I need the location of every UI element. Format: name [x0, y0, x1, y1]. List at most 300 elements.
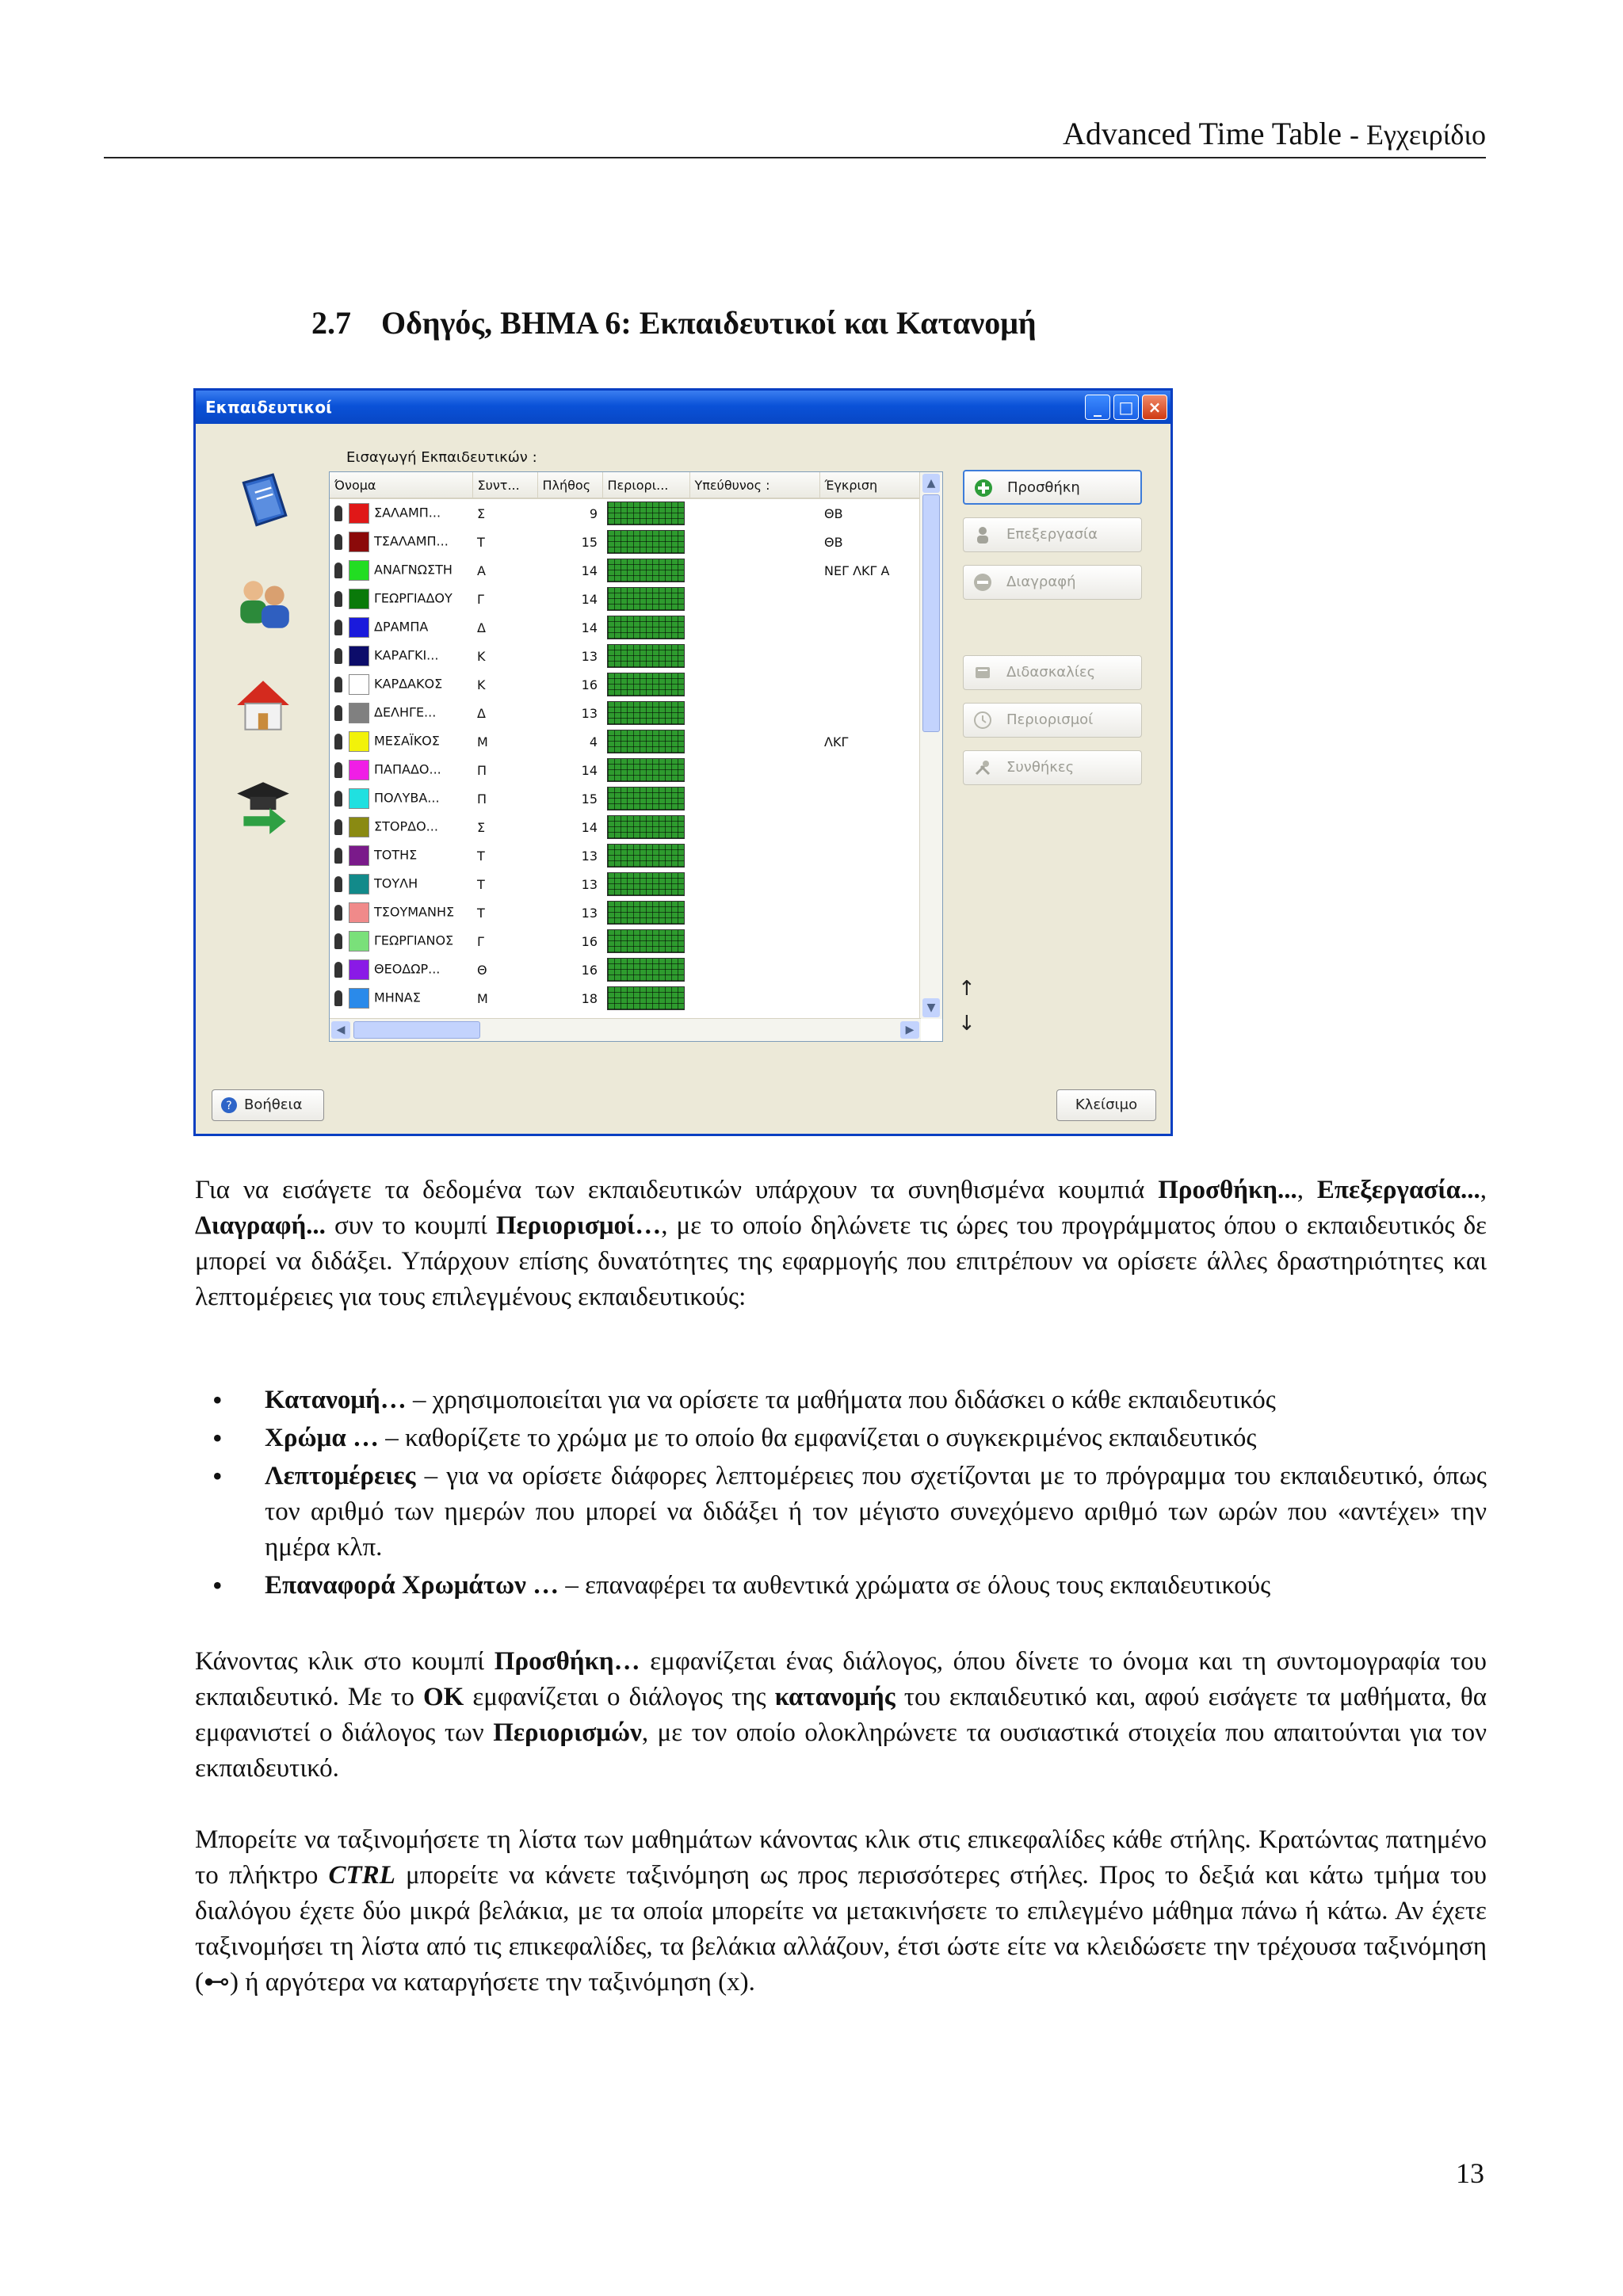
- table-row[interactable]: [330, 955, 924, 984]
- list-item: [195, 1383, 1487, 1418]
- teacher-abbr: Π: [477, 762, 487, 778]
- teacher-approval: ΝΕΓ ΛΚΓ Α: [824, 563, 890, 578]
- dialog-title: Εκπαιδευτικοί: [205, 398, 332, 417]
- teachers-input-label: Εισαγωγή Εκπαιδευτικών :: [346, 449, 537, 466]
- teacher-color-swatch: [349, 817, 369, 837]
- teacher-approval: [819, 756, 924, 784]
- clock-icon: [973, 711, 992, 730]
- add-dialog-paragraph: [195, 1644, 1487, 1787]
- teacher-responsible: [689, 756, 819, 784]
- teacher-abbr: Τ: [477, 905, 485, 921]
- teacher-approval: [819, 585, 924, 613]
- teacher-count: 16: [581, 677, 598, 692]
- teacher-abbr: Κ: [477, 648, 486, 664]
- teacher-approval: [819, 642, 924, 670]
- list-item-term: Κατανομή…: [265, 1386, 407, 1414]
- vertical-scrollbar[interactable]: [919, 472, 942, 1019]
- teacher-name-cell: [330, 756, 472, 784]
- table-row[interactable]: [330, 813, 924, 841]
- teacher-responsible: [689, 528, 819, 556]
- teacher-name-cell: [330, 498, 472, 528]
- table-row[interactable]: [330, 585, 924, 613]
- bold-ok: ΟΚ: [422, 1683, 464, 1711]
- person-icon: [334, 791, 342, 807]
- text-run: ) ή αργότερα να καταργήσετε την ταξινόμηση (x).: [230, 1968, 755, 1997]
- teacher-count: 16: [581, 933, 598, 949]
- teacher-count: 14: [581, 762, 598, 778]
- teacher-abbr: Δ: [477, 620, 486, 635]
- table-row[interactable]: [330, 727, 924, 756]
- availability-grid: [607, 986, 685, 1010]
- teacher-name-cell: [330, 841, 472, 870]
- teacher-name-cell: [330, 699, 472, 727]
- teachers-dialog: [193, 388, 1173, 1136]
- teacher-responsible: [689, 585, 819, 613]
- help-icon: [220, 1097, 238, 1114]
- availability-grid: [607, 673, 685, 696]
- lessons-icon: [973, 663, 992, 682]
- availability-grid: [607, 730, 685, 753]
- teacher-approval: [819, 870, 924, 898]
- section-title: [311, 304, 1037, 341]
- teacher-name: ΣΑΛΑΜΠ...: [374, 505, 441, 521]
- teacher-abbr: Τ: [477, 876, 485, 892]
- teacher-approval: [819, 670, 924, 699]
- book-icon: [231, 470, 296, 535]
- teacher-name: ΑΝΑΓΝΩΣΤΗ: [374, 562, 453, 578]
- list-item-term: Επαναφορά Χρωμάτων …: [265, 1571, 559, 1600]
- teacher-approval: [819, 984, 924, 1013]
- teacher-color-swatch: [349, 532, 369, 552]
- teacher-color-swatch: [349, 674, 369, 695]
- teacher-name-cell: [330, 927, 472, 955]
- teacher-name: ΤΣΑΛΑΜΠ...: [374, 533, 449, 549]
- teacher-approval: [819, 784, 924, 813]
- add-icon: [974, 479, 993, 498]
- teacher-abbr: Γ: [477, 933, 484, 949]
- availability-grid: [607, 815, 685, 839]
- teacher-responsible: [689, 670, 819, 699]
- person-icon: [334, 648, 342, 664]
- teacher-name-cell: [330, 642, 472, 670]
- list-item-text: – χρησιμοποιείται για να ορίσετε τα μαθήματα που διδάσκει ο κάθε εκπαιδευτικός: [406, 1386, 1276, 1414]
- teacher-restrictions-cell: [602, 756, 689, 784]
- page-header: [104, 116, 1486, 158]
- person-icon: [334, 905, 342, 921]
- availability-grid: [607, 701, 685, 725]
- text-run: Για να εισάγετε τα δεδομένα των εκπαιδευτικών υπάρχουν τα συνηθισμένα κουμπιά: [195, 1176, 1159, 1204]
- teacher-color-swatch: [349, 646, 369, 666]
- header-subtitle: - Εγχειρίδιο: [1350, 119, 1486, 151]
- table-header-row: [330, 472, 924, 498]
- teacher-responsible: [689, 813, 819, 841]
- teacher-name: ΔΡΑΜΠΑ: [374, 619, 429, 635]
- edit-person-icon: [973, 525, 992, 544]
- teacher-abbr: Θ: [477, 962, 487, 978]
- teacher-approval: ΘΒ: [824, 505, 843, 521]
- help-button[interactable]: [212, 1089, 324, 1121]
- delete-button-label: Διαγραφή: [1006, 574, 1076, 590]
- teacher-abbr: Μ: [477, 990, 488, 1006]
- table-row[interactable]: [330, 528, 924, 556]
- text-run: , με το οποίο δηλώνετε τις ώρες του προγράμματος όπου ο εκπαιδευτικός δε μπορεί να διδάξει. Υπάρχουν επίσης δυνατότητες της εφαρμογής που επιτρέπουν να ορίσετε άλλες δραστηριότητες και λεπτομέρειες για τους επιλεγμένους εκπαιδευτικούς:: [195, 1211, 1487, 1311]
- teacher-name: ΔΕΛΗΓΕ...: [374, 704, 437, 720]
- conditions-button[interactable]: [963, 750, 1142, 785]
- teacher-color-swatch: [349, 560, 369, 581]
- bold-add: Προσθήκη…: [494, 1647, 640, 1676]
- horizontal-scroll-thumb[interactable]: [353, 1021, 480, 1039]
- availability-grid: [607, 616, 685, 639]
- teacher-color-swatch: [349, 959, 369, 980]
- list-item-text: – για να ορίσετε διάφορες λεπτομέρειες που σχετίζονται με το πρόγραμμα του εκπαιδευτικό, όπως τον αριθμό των ημερών που μπορεί να διδάξει ή τον μέγιστο συνεχόμενο αριθμό των ωρών που «αντέχει» την ημέρα κλπ.: [265, 1462, 1487, 1562]
- teacher-approval: [819, 813, 924, 841]
- teacher-color-swatch: [349, 760, 369, 780]
- text-run: Μπορείτε να ταξινομήσετε τη λίστα των μαθημάτων κάνοντας κλικ στις επικεφαλίδες κάθε στήλης. Κρατώντας πατημένο το πλήκτρο: [195, 1825, 1487, 1890]
- bold-restrictions: Περιορισμών: [493, 1718, 642, 1747]
- list-item-text: – καθορίζετε το χρώμα με το οποίο θα εμφανίζεται ο συγκεκριμένος εκπαιδευτικός: [379, 1424, 1257, 1452]
- text-run: εμφανίζεται ο διάλογος της: [464, 1683, 775, 1711]
- scroll-left-icon[interactable]: ◀: [331, 1021, 350, 1039]
- teacher-abbr: Κ: [477, 677, 486, 692]
- teacher-count: 13: [581, 705, 598, 721]
- table-row[interactable]: [330, 898, 924, 927]
- teacher-abbr: Δ: [477, 705, 486, 721]
- teachers-table: [330, 472, 925, 1013]
- table-row[interactable]: [330, 870, 924, 898]
- teacher-abbr: Π: [477, 791, 487, 807]
- dialog-titlebar: [196, 391, 1170, 424]
- teacher-approval: ΘΒ: [824, 534, 843, 550]
- list-item-term: Χρώμα …: [265, 1424, 379, 1452]
- availability-grid: [607, 758, 685, 782]
- teacher-restrictions-cell: [602, 927, 689, 955]
- teacher-restrictions-cell: [602, 699, 689, 727]
- teacher-name: ΓΕΩΡΓΙΑΝΟΣ: [374, 933, 454, 948]
- teacher-responsible: [689, 556, 819, 585]
- teacher-color-swatch: [349, 589, 369, 609]
- column-header-count[interactable]: Πλήθος: [537, 472, 602, 498]
- teacher-count: 13: [581, 848, 598, 864]
- column-header-approval[interactable]: Έγκριση: [819, 472, 924, 498]
- teacher-responsible: [689, 699, 819, 727]
- person-icon: [334, 734, 342, 749]
- teacher-name-cell: [330, 727, 472, 756]
- graduation-arrow-icon: [231, 774, 296, 839]
- teacher-color-swatch: [349, 503, 369, 524]
- teacher-count: 13: [581, 905, 598, 921]
- person-icon: [334, 933, 342, 949]
- teacher-approval: [819, 841, 924, 870]
- conditions-button-label: Συνθήκες: [1006, 759, 1075, 776]
- tools-icon: [973, 758, 992, 777]
- list-item-text: – επαναφέρει τα αυθεντικά χρώματα σε όλους τους εκπαιδευτικούς: [559, 1571, 1271, 1600]
- delete-button[interactable]: [963, 565, 1142, 600]
- teacher-color-swatch: [349, 731, 369, 752]
- teacher-count: 13: [581, 876, 598, 892]
- person-icon: [334, 591, 342, 607]
- availability-grid: [607, 929, 685, 953]
- availability-grid: [607, 872, 685, 896]
- bold-allocation: κατανομής: [774, 1683, 896, 1711]
- person-icon: [334, 677, 342, 692]
- column-header-restrictions[interactable]: Περιορι...: [602, 472, 689, 498]
- teacher-abbr: Γ: [477, 591, 484, 607]
- move-down-arrow-icon[interactable]: ↓: [958, 1012, 976, 1035]
- person-icon: [334, 705, 342, 721]
- add-button[interactable]: [963, 470, 1142, 505]
- school-house-icon: [231, 673, 296, 738]
- text-run: του εκπαιδευτικό και, αφού εισάγετε τα μαθήματα, θα εμφανιστεί ο διάλογος των: [195, 1683, 1487, 1747]
- teacher-responsible: [689, 642, 819, 670]
- teacher-name-cell: [330, 613, 472, 642]
- teacher-count: 13: [581, 648, 598, 664]
- person-icon: [334, 990, 342, 1006]
- table-row[interactable]: [330, 642, 924, 670]
- teacher-count: 15: [581, 534, 598, 550]
- teacher-name: ΤΟΤΗΣ: [374, 847, 418, 863]
- teacher-responsible: [689, 984, 819, 1013]
- availability-grid: [607, 502, 685, 525]
- teacher-abbr: Σ: [477, 505, 486, 521]
- teacher-restrictions-cell: [602, 727, 689, 756]
- teacher-responsible: [689, 613, 819, 642]
- teacher-restrictions-cell: [602, 528, 689, 556]
- teacher-restrictions-cell: [602, 642, 689, 670]
- section-title-text: Οδηγός, ΒΗΜΑ 6: Εκπαιδευτικοί και Κατανομή: [381, 305, 1037, 341]
- teacher-restrictions-cell: [602, 955, 689, 984]
- bold-add: Προσθήκη...: [1158, 1176, 1297, 1204]
- teacher-approval: [819, 699, 924, 727]
- header-title: Advanced Time Table: [1063, 116, 1342, 151]
- teacher-approval: [819, 927, 924, 955]
- list-item: [195, 1568, 1487, 1604]
- ctrl-key-label: CTRL: [328, 1861, 395, 1890]
- person-icon: [334, 620, 342, 635]
- vertical-scroll-thumb[interactable]: [922, 494, 940, 732]
- intro-paragraph: [195, 1173, 1487, 1315]
- availability-grid: [607, 958, 685, 982]
- bold-delete: Διαγραφή...: [195, 1211, 326, 1240]
- person-icon: [334, 505, 342, 521]
- text-run: ,: [1296, 1176, 1317, 1204]
- teacher-name: ΜΕΣΑΪΚΟΣ: [374, 733, 440, 749]
- table-row[interactable]: [330, 927, 924, 955]
- teacher-restrictions-cell: [602, 670, 689, 699]
- teacher-abbr: Σ: [477, 819, 486, 835]
- person-icon: [334, 819, 342, 835]
- teacher-name: ΤΣΟΥΜΑΝΗΣ: [374, 904, 455, 920]
- teacher-name: ΘΕΟΔΩΡ...: [374, 961, 441, 977]
- availability-grid: [607, 644, 685, 668]
- table-row[interactable]: [330, 498, 924, 528]
- table-row[interactable]: [330, 699, 924, 727]
- teacher-restrictions-cell: [602, 898, 689, 927]
- teacher-color-swatch: [349, 617, 369, 638]
- teacher-count: 14: [581, 819, 598, 835]
- teacher-approval: [819, 955, 924, 984]
- teacher-restrictions-cell: [602, 784, 689, 813]
- text-run: ,: [1480, 1176, 1487, 1204]
- teacher-name-cell: [330, 784, 472, 813]
- teacher-restrictions-cell: [602, 984, 689, 1013]
- teacher-count: 14: [581, 620, 598, 635]
- window-controls: [1085, 395, 1167, 420]
- teacher-name: ΚΑΡΔΑΚΟΣ: [374, 676, 443, 692]
- teacher-restrictions-cell: [602, 585, 689, 613]
- scroll-up-icon[interactable]: ▲: [922, 474, 940, 493]
- teachers-table-body: [330, 498, 924, 1013]
- teacher-color-swatch: [349, 788, 369, 809]
- header-text: [1063, 115, 1486, 152]
- teacher-responsible: [689, 727, 819, 756]
- person-icon: [334, 762, 342, 778]
- person-icon: [334, 962, 342, 978]
- add-button-label: Προσθήκη: [1007, 479, 1080, 496]
- teacher-approval: [819, 898, 924, 927]
- bold-edit: Επεξεργασία...: [1316, 1176, 1480, 1204]
- column-header-name[interactable]: Όνομα: [330, 472, 472, 498]
- teacher-color-swatch: [349, 874, 369, 894]
- help-button-label: Βοήθεια: [244, 1097, 303, 1113]
- teacher-name: ΠΑΠΑΔΟ...: [374, 761, 441, 777]
- availability-grid: [607, 901, 685, 925]
- people-icon: [231, 571, 296, 636]
- teacher-abbr: Τ: [477, 534, 485, 550]
- scroll-down-icon[interactable]: ▼: [922, 998, 940, 1017]
- person-icon: [334, 848, 342, 864]
- table-row[interactable]: [330, 984, 924, 1013]
- table-row[interactable]: [330, 841, 924, 870]
- list-item: [195, 1421, 1487, 1456]
- list-item-term: Λεπτομέρειες: [265, 1462, 416, 1490]
- teacher-name-cell: [330, 898, 472, 927]
- teacher-abbr: Α: [477, 563, 486, 578]
- teacher-responsible: [689, 841, 819, 870]
- teacher-responsible: [689, 784, 819, 813]
- lock-sort-icon: ⊷: [204, 1968, 230, 1997]
- teacher-count: 14: [581, 563, 598, 578]
- text-run: Κάνοντας κλικ στο κουμπί: [195, 1647, 495, 1676]
- teacher-name: ΜΗΝΑΣ: [374, 990, 421, 1005]
- text-run: εμφανίζεται ένας διάλογος, όπου δίνετε το όνομα και τη συντομογραφία του εκπαιδευτικό. Με το: [195, 1647, 1487, 1711]
- teacher-restrictions-cell: [602, 813, 689, 841]
- teacher-name: ΣΤΟΡΔΟ...: [374, 818, 438, 834]
- teacher-name: ΤΟΥΛΗ: [374, 875, 418, 891]
- teacher-name: ΓΕΩΡΓΙΑΔΟΥ: [374, 590, 453, 606]
- teacher-restrictions-cell: [602, 613, 689, 642]
- teacher-name: ΚΑΡΑΓΚΙ...: [374, 647, 439, 663]
- column-header-abbr[interactable]: Συντ...: [472, 472, 537, 498]
- teacher-name-cell: [330, 585, 472, 613]
- scroll-right-icon[interactable]: ▶: [900, 1021, 919, 1039]
- wizard-step-icons: [231, 470, 302, 875]
- table-row[interactable]: [330, 556, 924, 585]
- move-up-arrow-icon[interactable]: ↑: [958, 977, 976, 1001]
- section-number: 2.7: [311, 305, 351, 341]
- availability-grid: [607, 530, 685, 554]
- restrictions-button[interactable]: [963, 703, 1142, 738]
- teacher-count: 4: [589, 734, 598, 749]
- availability-grid: [607, 587, 685, 611]
- teacher-name-cell: [330, 813, 472, 841]
- person-icon: [334, 563, 342, 578]
- teacher-name: ΠΟΛΥΒΑ...: [374, 790, 440, 806]
- text-run: μπορείτε να κάνετε ταξινόμηση ως προς περισσότερες στήλες. Προς το δεξιά και κάτω τμήμα του διαλόγου έχετε δύο μικρά βελάκια, με τα οποία μπορείτε να μετακινήσετε το επιλεγμένο μάθημα πάνω ή κάτω. Αν έχετε ταξινομήσει τη λίστα από τις επικεφαλίδες, τα βελάκια αλλάζουν, έτσι ώστε είτε να κλειδώσετε την τρέχουσα ταξινόμηση (: [195, 1861, 1487, 1997]
- text-run: συν το κουμπί: [325, 1211, 496, 1240]
- teacher-responsible: [689, 955, 819, 984]
- teacher-responsible: [689, 498, 819, 528]
- teacher-approval: ΛΚΓ: [824, 734, 849, 749]
- teacher-restrictions-cell: [602, 870, 689, 898]
- teacher-count: 18: [581, 990, 598, 1006]
- list-item: [195, 1459, 1487, 1566]
- close-button[interactable]: Κλείσιμο: [1056, 1089, 1156, 1121]
- availability-grid: [607, 559, 685, 582]
- table-row[interactable]: [330, 756, 924, 784]
- teacher-name-cell: [330, 870, 472, 898]
- person-icon: [334, 534, 342, 550]
- teacher-responsible: [689, 927, 819, 955]
- edit-button[interactable]: [963, 517, 1142, 552]
- minimize-button[interactable]: _: [1085, 395, 1110, 420]
- teacher-responsible: [689, 898, 819, 927]
- teacher-count: 9: [589, 505, 598, 521]
- teacher-abbr: Τ: [477, 848, 485, 864]
- table-row[interactable]: [330, 784, 924, 813]
- text-run: , με τον οποίο ολοκληρώνετε τα ουσιαστικά στοιχεία που απαιτούνται για τον εκπαιδευτικό.: [195, 1718, 1487, 1783]
- teacher-restrictions-cell: [602, 498, 689, 528]
- teacher-color-swatch: [349, 931, 369, 952]
- lessons-button-label: Διδασκαλίες: [1006, 664, 1096, 681]
- svg-text:?: ?: [226, 1100, 232, 1112]
- teacher-name-cell: [330, 984, 472, 1013]
- teacher-name-cell: [330, 670, 472, 699]
- availability-grid: [607, 787, 685, 810]
- sorting-paragraph: [195, 1822, 1487, 2000]
- teacher-abbr: Μ: [477, 734, 488, 749]
- close-window-button[interactable]: ×: [1142, 395, 1167, 420]
- teacher-restrictions-cell: [602, 841, 689, 870]
- availability-grid: [607, 844, 685, 868]
- teacher-name-cell: [330, 556, 472, 585]
- column-header-responsible[interactable]: Υπεύθυνος :: [689, 472, 819, 498]
- table-row[interactable]: [330, 613, 924, 642]
- teacher-color-swatch: [349, 902, 369, 923]
- teacher-count: 14: [581, 591, 598, 607]
- edit-button-label: Επεξεργασία: [1006, 526, 1098, 543]
- teacher-restrictions-cell: [602, 556, 689, 585]
- teacher-color-swatch: [349, 703, 369, 723]
- feature-list: [195, 1383, 1487, 1606]
- teachers-grid: [329, 471, 943, 1042]
- lessons-button[interactable]: [963, 655, 1142, 690]
- page-number: 13: [1456, 2157, 1484, 2189]
- horizontal-scrollbar[interactable]: [330, 1018, 921, 1041]
- table-row[interactable]: [330, 670, 924, 699]
- delete-icon: [973, 573, 992, 592]
- teacher-responsible: [689, 870, 819, 898]
- teacher-color-swatch: [349, 988, 369, 1009]
- teacher-color-swatch: [349, 845, 369, 866]
- maximize-button[interactable]: □: [1113, 395, 1139, 420]
- teacher-count: 16: [581, 962, 598, 978]
- teacher-name-cell: [330, 528, 472, 556]
- bold-restrictions: Περιορισμοί…: [495, 1211, 662, 1240]
- teacher-count: 15: [581, 791, 598, 807]
- person-icon: [334, 876, 342, 892]
- teacher-approval: [819, 613, 924, 642]
- restrictions-button-label: Περιορισμοί: [1006, 711, 1094, 728]
